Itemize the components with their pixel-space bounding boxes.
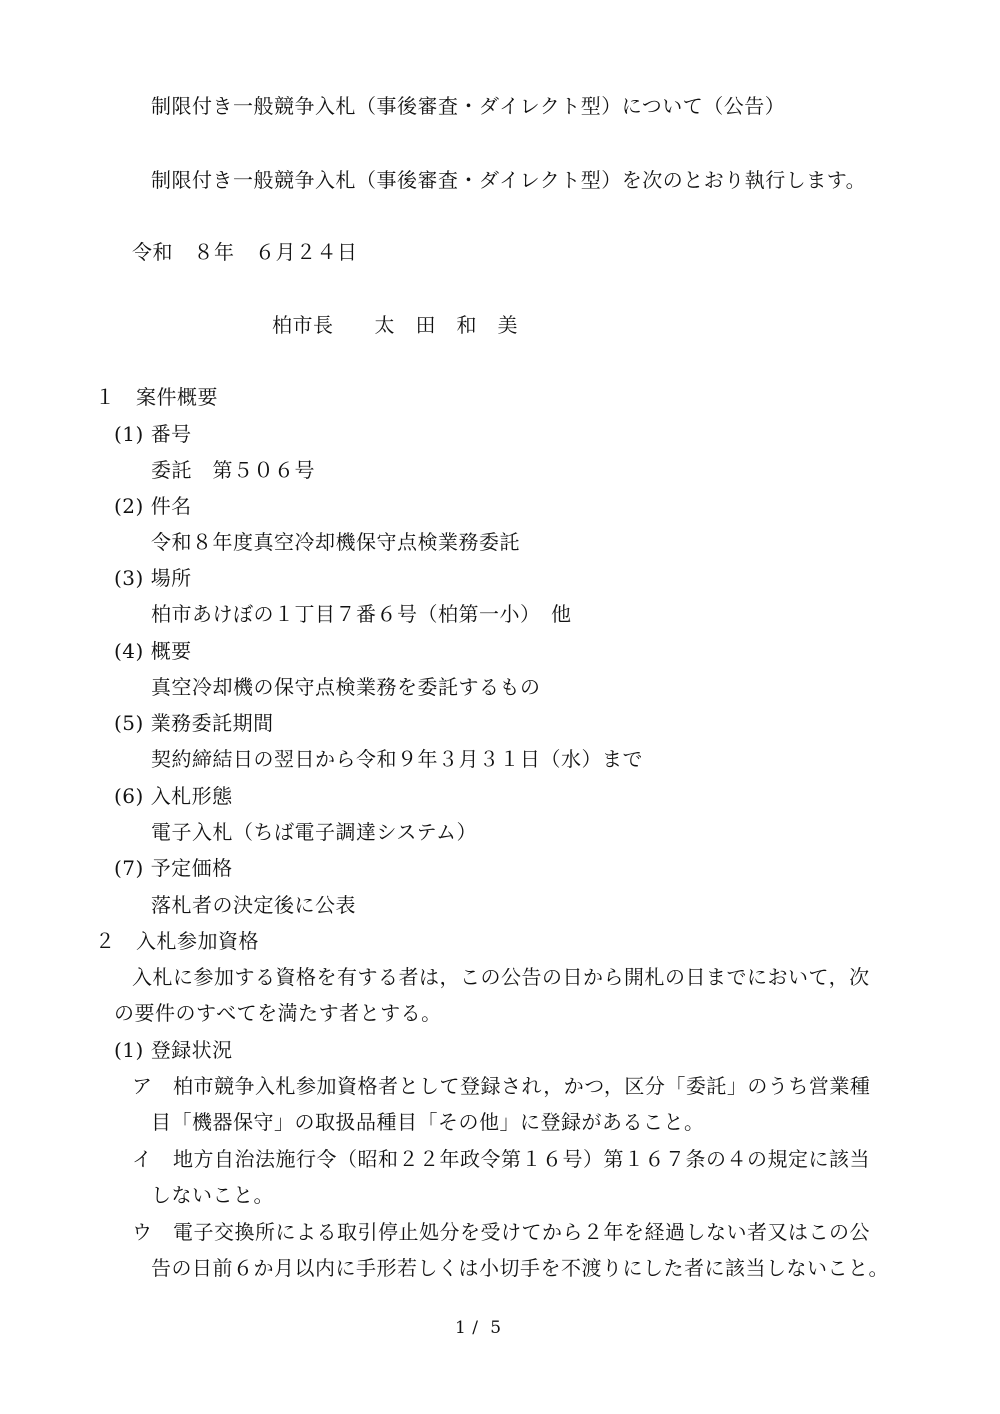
point-a-line1: ア 柏市競争入札参加資格者として登録され，かつ，区分「委託」のうち営業種 (132, 1074, 871, 1098)
item-place-value: 柏市あけぼの１丁目７番６号（柏第一小） 他 (151, 602, 572, 626)
item-number-value: 委託 第５０６号 (151, 458, 315, 482)
section2-intro-line1: 入札に参加する資格を有する者は，この公告の日から開札の日までにおいて，次 (132, 965, 870, 989)
item-price-label: (7) 予定価格 (114, 856, 233, 880)
item-place-label: (3) 場所 (114, 566, 192, 590)
item-format-label: (6) 入札形態 (114, 784, 233, 808)
item-period-value: 契約締結日の翌日から令和９年３月３１日（水）まで (151, 747, 643, 771)
point-u-line1: ウ 電子交換所による取引停止処分を受けてから２年を経過しない者又はこの公 (132, 1220, 870, 1244)
item-price-value: 落札者の決定後に公表 (151, 893, 356, 917)
item-number-label: (1) 番号 (114, 422, 192, 446)
point-i-line2: しないこと。 (151, 1183, 274, 1207)
item-name-label: (2) 件名 (114, 494, 192, 518)
item-name-value: 令和８年度真空冷却機保守点検業務委託 (151, 530, 520, 554)
item-format-value: 電子入札（ちば電子調達システム） (151, 820, 477, 844)
sub1-heading: (1) 登録状況 (114, 1038, 233, 1062)
point-i-line1: イ 地方自治法施行令（昭和２２年政令第１６号）第１６７条の４の規定に該当 (132, 1147, 870, 1171)
item-period-label: (5) 業務委託期間 (114, 711, 274, 735)
notice-date: 令和 ８年 ６月２４日 (132, 240, 358, 264)
section2-heading: ２ 入札参加資格 (95, 929, 259, 953)
item-summary-value: 真空冷却機の保守点検業務を委託するもの (151, 675, 541, 699)
point-a-line2: 目「機器保守」の取扱品種目「その他」に登録があること。 (151, 1110, 705, 1134)
notice-intro: 制限付き一般競争入札（事後審査・ダイレクト型）を次のとおり執行します。 (151, 168, 867, 192)
notice-title: 制限付き一般競争入札（事後審査・ダイレクト型）について（公告） (151, 94, 786, 118)
point-u-line2: 告の日前６か月以内に手形若しくは小切手を不渡りにした者に該当しないこと。 (151, 1256, 889, 1280)
page-number: 1 / 5 (455, 1318, 502, 1338)
section1-heading: １ 案件概要 (95, 385, 218, 409)
section2-intro-line2: の要件のすべてを満たす者とする。 (114, 1001, 442, 1025)
item-summary-label: (4) 概要 (114, 639, 192, 663)
notice-issuer: 柏市長 太 田 和 美 (272, 313, 518, 337)
